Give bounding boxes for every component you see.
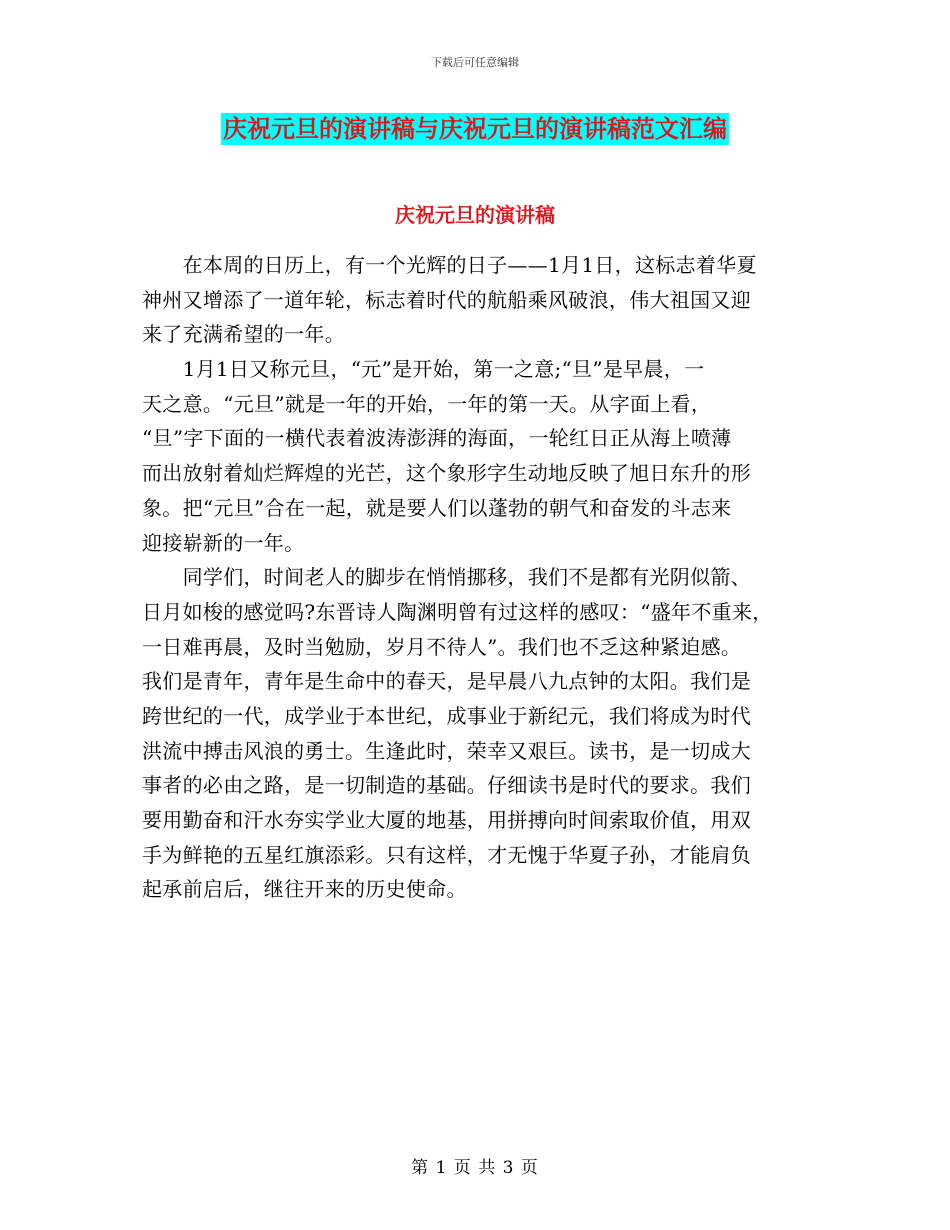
header-note: 下载后可任意编辑 — [431, 56, 519, 69]
text-line: 跨世纪的一代，成学业于本世纪，成事业于新纪元，我们将成为时代 — [142, 703, 751, 728]
text-line: 象。把“元旦”合在一起，就是要人们以蓬勃的朝气和奋发的斗志来 — [142, 495, 732, 520]
text-line: 洪流中搏击风浪的勇士。生逢此时，荣幸又艰巨。读书，是一切成大 — [142, 738, 751, 763]
page-footer: 第 1 页 共 3 页 — [411, 1158, 539, 1178]
main-title: 庆祝元旦的演讲稿与庆祝元旦的演讲稿范文汇编 — [223, 115, 727, 143]
text-line: 神州又增添了一道年轮，标志着时代的航船乘风破浪，伟大祖国又迎 — [142, 287, 751, 312]
text-line: 手为鲜艳的五星红旗添彩。只有这样，才无愧于华夏子孙，才能肩负 — [142, 842, 751, 867]
text-line: “旦”字下面的一横代表着波涛澎湃的海面，一轮红日正从海上喷薄 — [142, 426, 732, 451]
text-line: 同学们，时间老人的脚步在悄悄挪移，我们不是都有光阴似箭、 — [142, 565, 751, 590]
text-line: 迎接崭新的一年。 — [142, 530, 305, 555]
text-line: 在本周的日历上，有一个光辉的日子——1月1日，这标志着华夏 — [142, 253, 757, 277]
text-line: 日月如梭的感觉吗?东晋诗人陶渊明曾有过这样的感叹：“盛年不重来， — [142, 599, 773, 624]
text-line: 我们是青年，青年是生命中的春天，是早晨八九点钟的太阳。我们是 — [142, 669, 751, 694]
text-line: 天之意。“元旦”就是一年的开始，一年的第一天。从字面上看， — [142, 391, 712, 416]
text-line: 起承前启后，继往开来的历史使命。 — [142, 877, 467, 902]
text-line: 事者的必由之路，是一切制造的基础。仔细读书是时代的要求。我们 — [142, 773, 751, 798]
text-line: 一日难再晨，及时当勉励，岁月不待人”。我们也不乏这种紧迫感。 — [142, 634, 742, 659]
text-line: 而出放射着灿烂辉煌的光芒，这个象形字生动地反映了旭日东升的形 — [142, 461, 751, 486]
main-title-container — [0, 113, 950, 145]
text-line: 要用勤奋和汗水夯实学业大厦的地基，用拼搏向时间索取价值，用双 — [142, 808, 751, 832]
section-title: 庆祝元旦的演讲稿 — [395, 203, 555, 227]
body-text — [142, 248, 818, 907]
text-line: 来了充满希望的一年。 — [142, 322, 345, 347]
text-line: 1月1日又称元旦，“元”是开始，第一之意;“旦”是早晨，一 — [142, 357, 705, 382]
